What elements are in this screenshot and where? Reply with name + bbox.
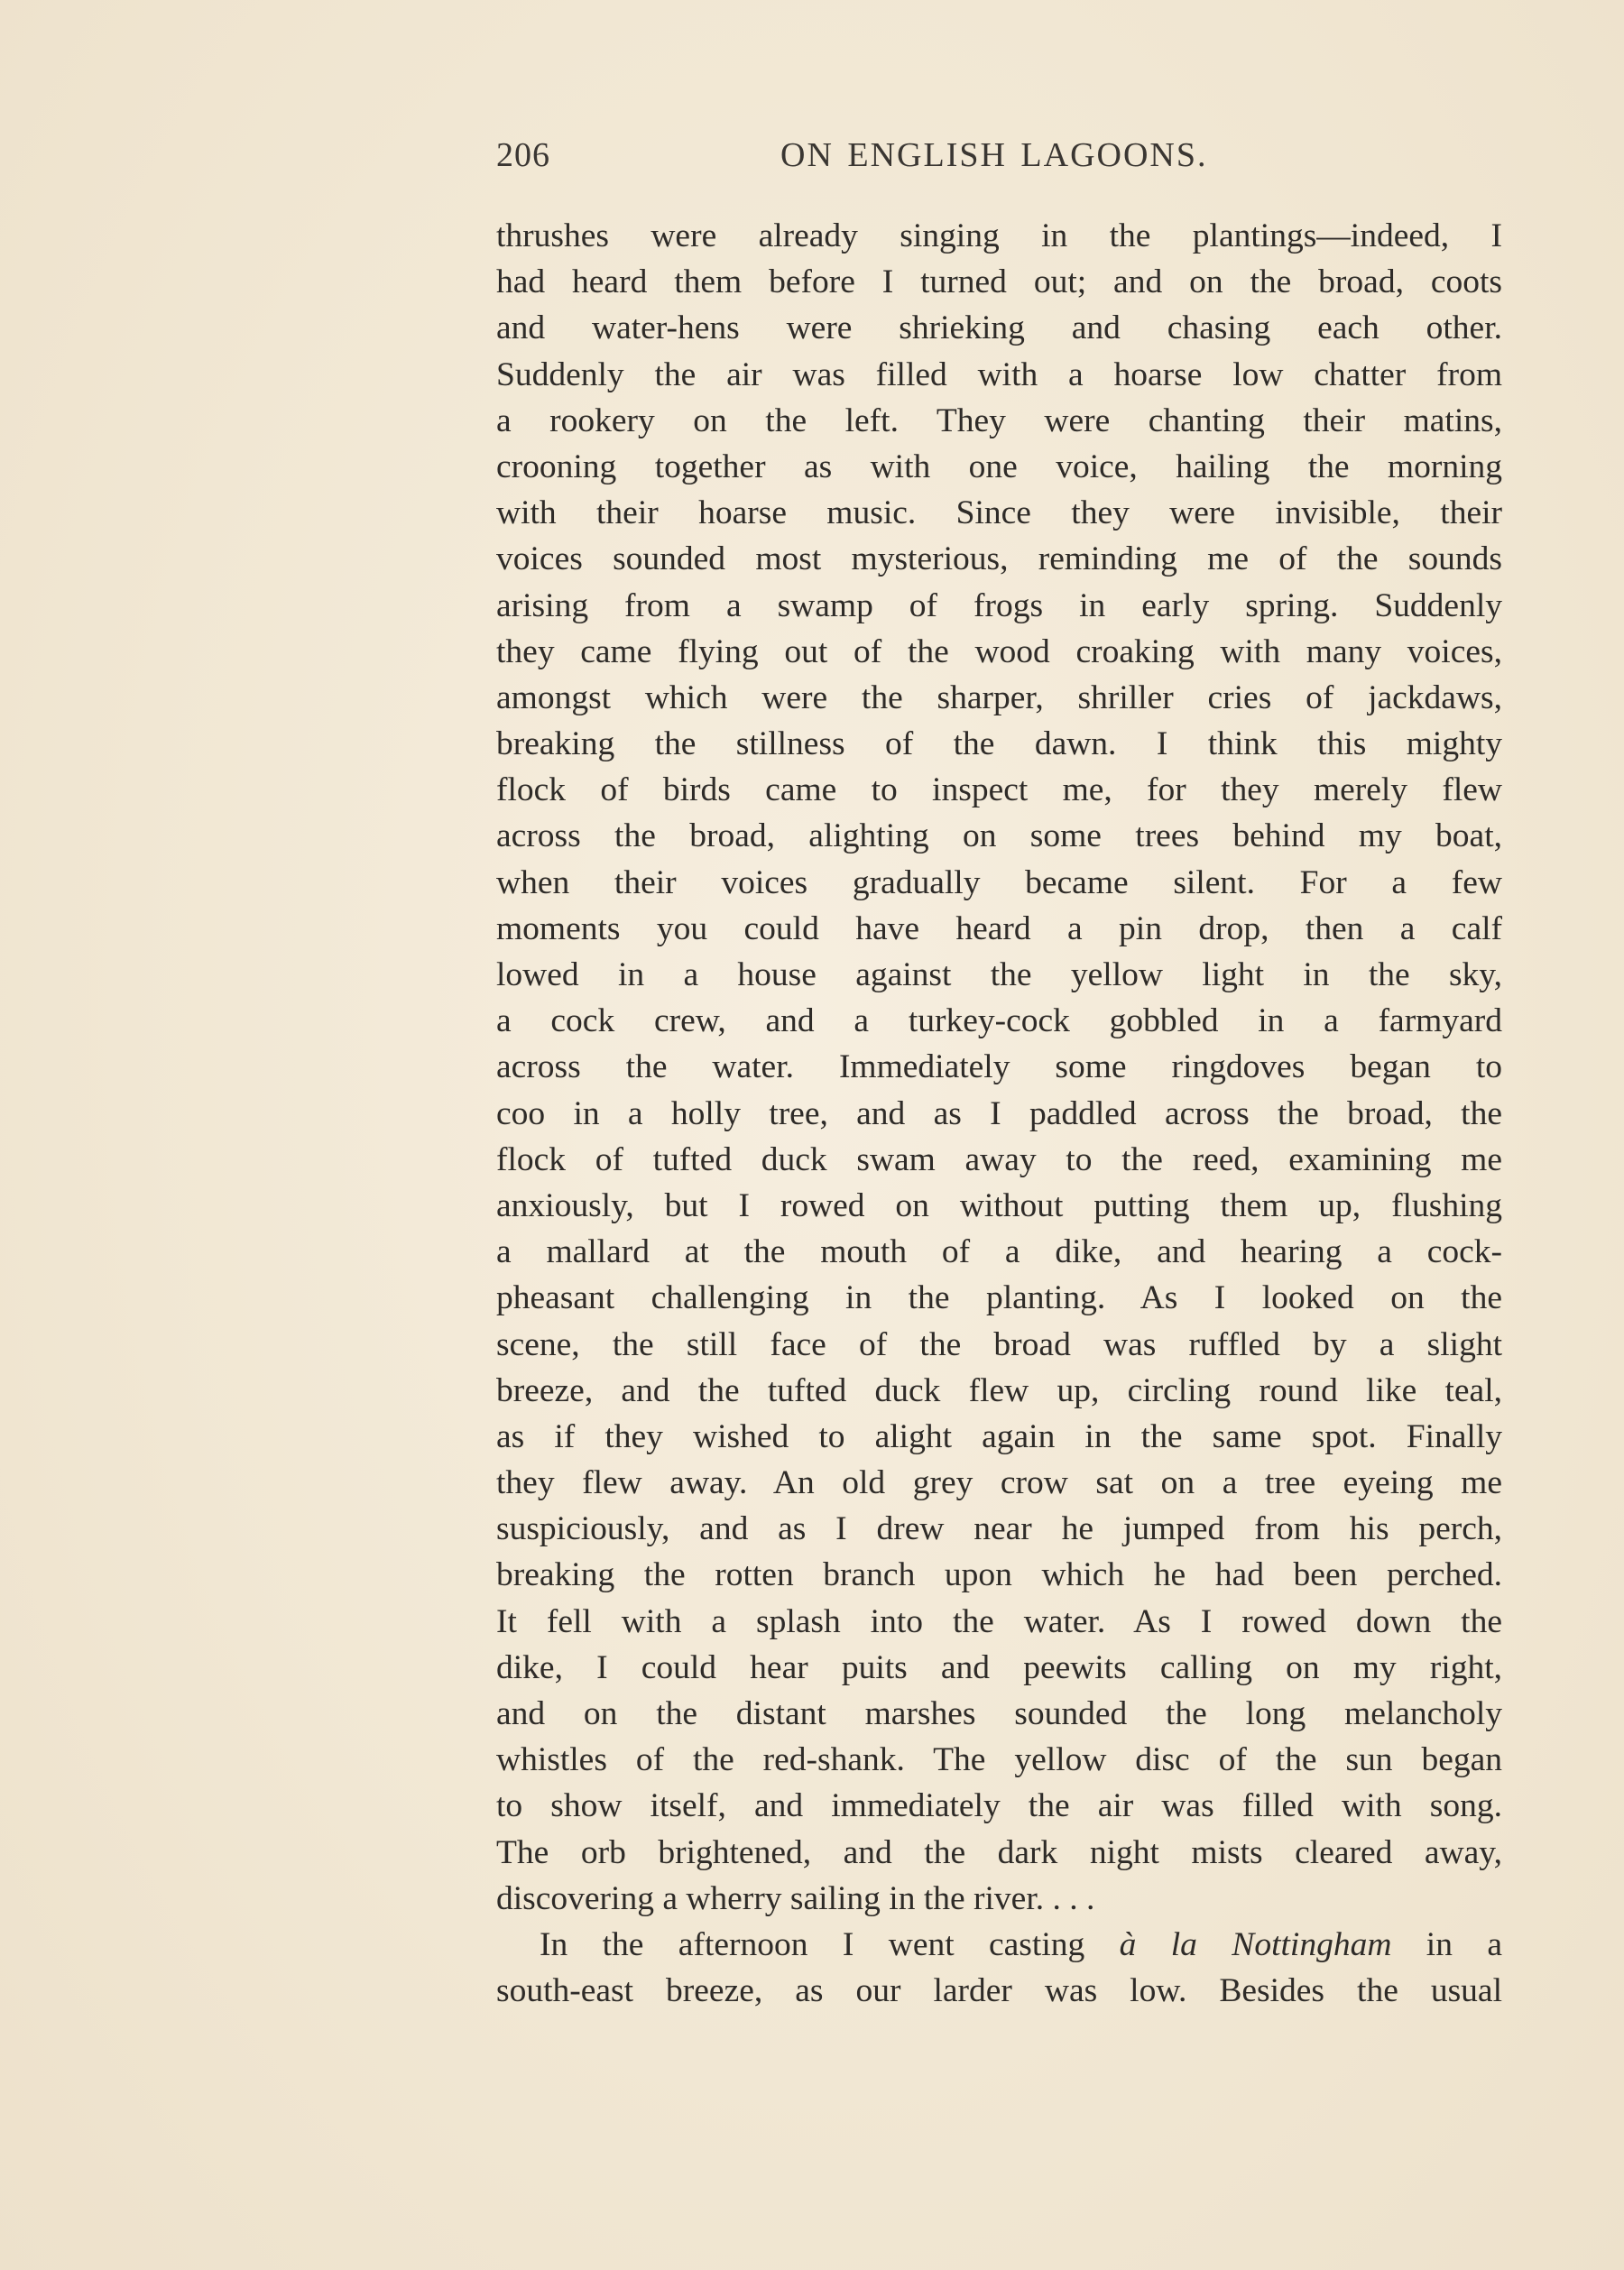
text-line: a rookery on the left. They were chanting their matins, [496,401,1502,439]
text-line: flock of tufted duck swam away to the reed, examining me [496,1140,1502,1178]
text-line: The orb brightened, and the dark night mists cleared away, [496,1833,1502,1871]
text-line: suspiciously, and as I drew near he jumped from his perch, [496,1510,1502,1548]
text-line: amongst which were the sharper, shriller cries of jackdaws, [496,678,1502,716]
text-line: arising from a swamp of frogs in early spring. Suddenly [496,586,1502,624]
text-line: scene, the still face of the broad was ruffled by a slight [496,1325,1502,1363]
text-line: across the broad, alighting on some trees behind my boat, [496,817,1502,855]
text-line: south-east breeze, as our larder was low. Besides the usual [496,1972,1502,2010]
paragraph-start-line [496,1922,1502,1968]
text-line: and water-hens were shrieking and chasing each other. [496,309,1502,347]
text-line: moments you could have heard a pin drop, then a calf [496,909,1502,947]
text-line: voices sounded most mysterious, reminding me of the sounds [496,540,1502,578]
text-line: they flew away. An old grey crow sat on a tree eyeing me [496,1464,1502,1502]
text-line: dike, I could hear puits and peewits calling on my right, [496,1648,1502,1686]
text-line: across the water. Immediately some ringdoves began to [496,1048,1502,1086]
italic-phrase: à la Nottingham [1119,1925,1392,1963]
text-line: with their hoarse music. Since they were invisible, their [496,494,1502,532]
page-header [496,135,1516,189]
text-line: breeze, and the tufted duck flew up, circling round like teal, [496,1371,1502,1409]
text-line: breaking the rotten branch upon which he had been perched. [496,1556,1502,1594]
text-line: as if they wished to alight again in the same spot. Finally [496,1417,1502,1455]
text-line: when their voices gradually became silent. For a few [496,863,1502,901]
text-line: they came flying out of the wood croaking with many voices, [496,632,1502,670]
page-number: 206 [496,136,550,174]
text-line: and on the distant marshes sounded the long melancholy [496,1695,1502,1732]
text-line: anxiously, but I rowed on without putting them up, flushing [496,1186,1502,1224]
text-line: discovering a wherry sailing in the river. . . . [496,1879,1095,1917]
text-run: In the afternoon I went casting [540,1925,1120,1963]
text-line: flock of birds came to inspect me, for they merely flew [496,771,1502,809]
text-line: crooning together as with one voice, hailing the morning [496,448,1502,485]
text-line: to show itself, and immediately the air was filled with song. [496,1787,1502,1825]
text-line: had heard them before I turned out; and on the broad, coots [496,263,1502,301]
text-run: in a [1391,1925,1502,1963]
text-line: pheasant challenging in the planting. As I looked on the [496,1279,1502,1317]
text-line: breaking the stillness of the dawn. I think this mighty [496,725,1502,763]
text-line: a mallard at the mouth of a dike, and hearing a cock- [496,1233,1502,1271]
text-line: It fell with a splash into the water. As I rowed down the [496,1602,1502,1640]
text-line: Suddenly the air was filled with a hoarse low chatter from [496,355,1502,393]
text-line: lowed in a house against the yellow light in the sky, [496,956,1502,993]
text-line: whistles of the red-shank. The yellow disc of the sun began [496,1741,1502,1779]
running-title: ON ENGLISH LAGOONS. [780,136,1208,174]
text-line: coo in a holly tree, and as I paddled across the broad, the [496,1094,1502,1132]
text-line: thrushes were already singing in the plantings—indeed, I [496,217,1502,254]
text-line: a cock crew, and a turkey-cock gobbled in a farmyard [496,1002,1502,1040]
body-text [496,213,1502,2014]
